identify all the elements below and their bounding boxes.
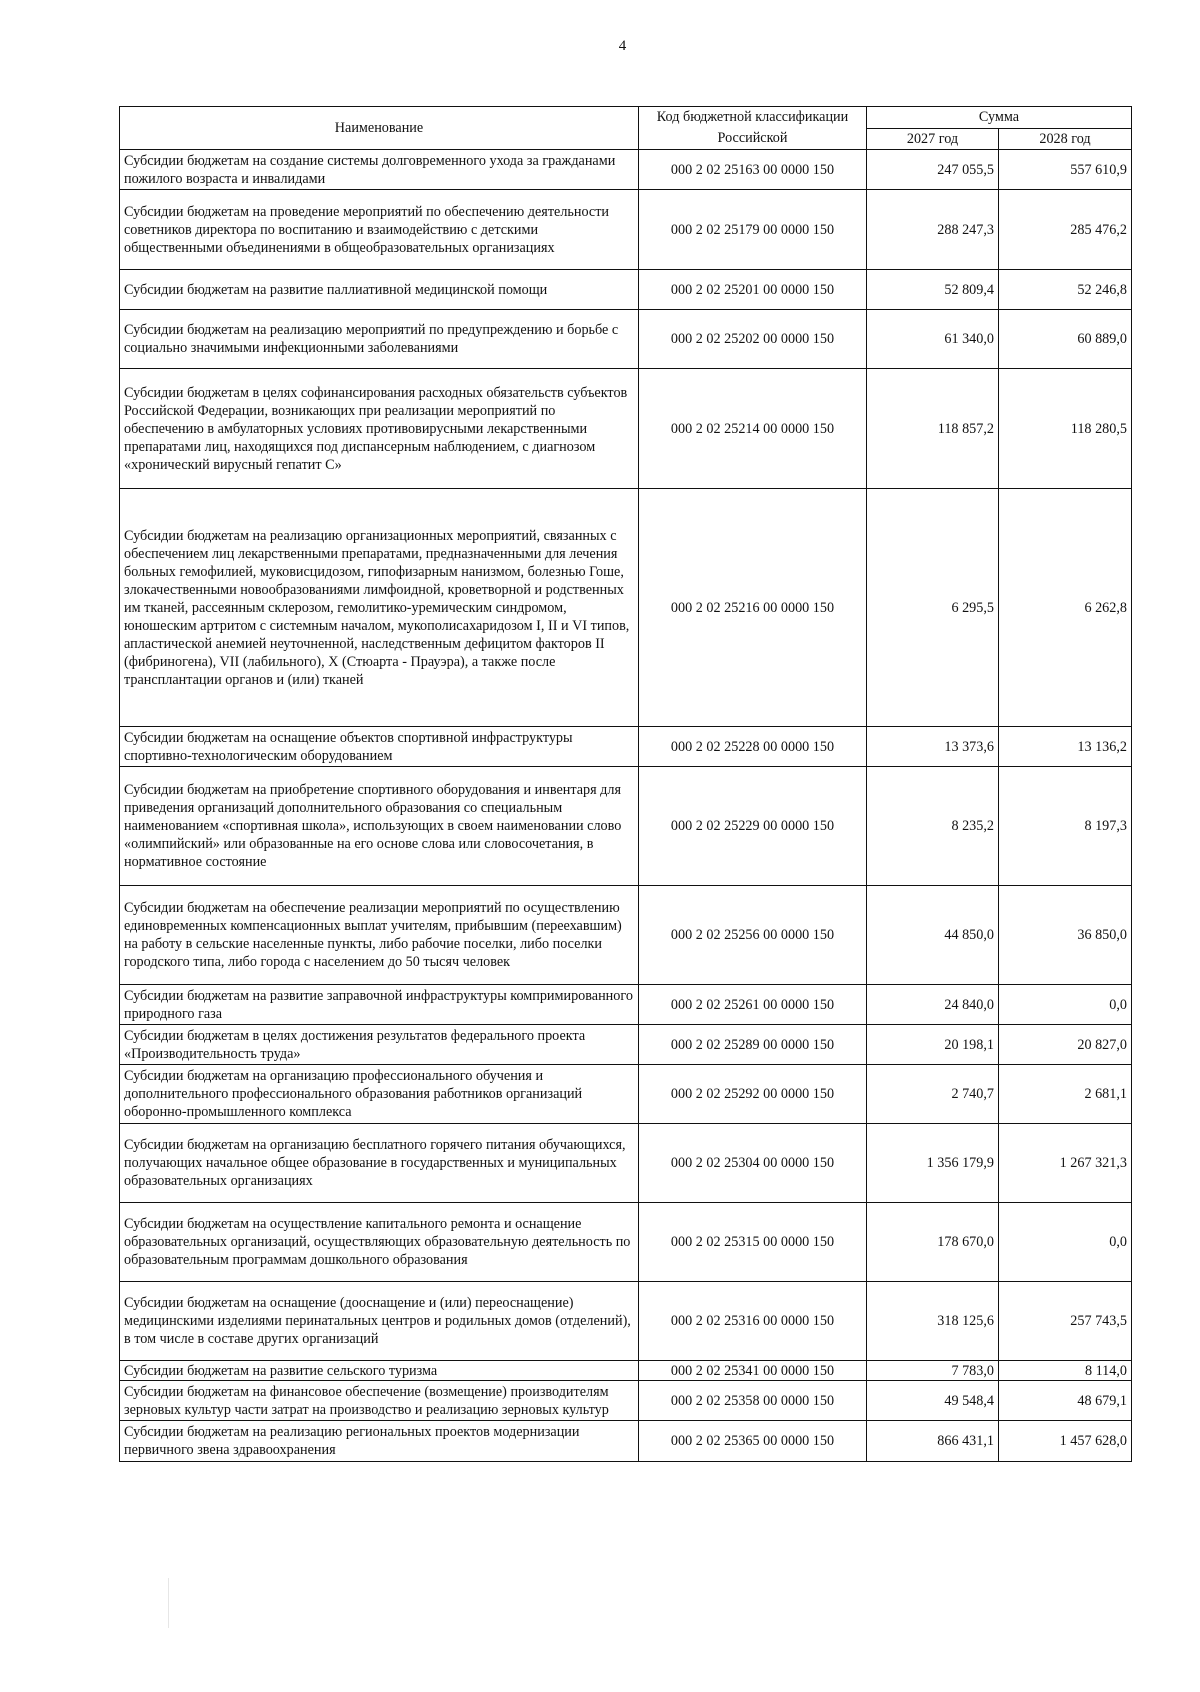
table-row [120,1124,1132,1203]
row-code: 000 2 02 25201 00 0000 150 [639,270,867,310]
table-row [120,1065,1132,1124]
row-amount-2028: 0,0 [999,1203,1132,1282]
row-code: 000 2 02 25229 00 0000 150 [639,767,867,886]
row-code: 000 2 02 25292 00 0000 150 [639,1065,867,1124]
row-name: Субсидии бюджетам на оснащение объектов спортивной инфраструктуры спортивно-технологическим оборудованием [120,727,639,767]
row-code: 000 2 02 25358 00 0000 150 [639,1381,867,1421]
row-amount-2027: 1 356 179,9 [867,1124,999,1203]
row-code: 000 2 02 25316 00 0000 150 [639,1282,867,1361]
row-name: Субсидии бюджетам на проведение мероприятий по обеспечению деятельности советников директора по воспитанию и взаимодействию с детскими общественными объединениями в общеобразовательных организациях [120,190,639,270]
row-amount-2028: 8 114,0 [999,1361,1132,1381]
row-name: Субсидии бюджетам на организацию профессионального обучения и дополнительного профессионального образования работников организаций оборонно-промышленного комплекса [120,1065,639,1124]
row-amount-2028: 13 136,2 [999,727,1132,767]
row-name: Субсидии бюджетам на реализацию организационных мероприятий, связанных с обеспечением лиц лекарственными препаратами, предназначенными для лечения больных гемофилией, муковисцидозом, гипофизарным нанизмом, болезнью Гоше, злокачественными новообразованиями лимфоидной, кроветворной и родственных им тканей, рассеянным склерозом, гемолитико-уремическим синдромом, юношеским артритом с системным началом, мукополисахаридозом I, II и VI типов, апластической анемией неуточненной, наследственным дефицитом факторов II (фибриногена), VII (лабильного), X (Стюарта - Прауэра), а также после трансплантации органов и (или) тканей [120,489,639,727]
row-amount-2027: 7 783,0 [867,1361,999,1381]
row-name: Субсидии бюджетам в целях софинансирования расходных обязательств субъектов Российской Федерации, возникающих при реализации мероприятий по обеспечению в амбулаторных условиях противовирусными лекарственными препаратами лиц, находящихся под диспансерным наблюдением, с диагнозом «хронический вирусный гепатит С» [120,369,639,489]
row-amount-2028: 52 246,8 [999,270,1132,310]
table-row [120,985,1132,1025]
row-code: 000 2 02 25261 00 0000 150 [639,985,867,1025]
row-name: Субсидии бюджетам на приобретение спортивного оборудования и инвентаря для приведения организаций дополнительного образования со специальным наименованием «спортивная школа», использующих в своем наименовании слово «олимпийский» или образованные на его основе слова или словосочетания, в нормативное состояние [120,767,639,886]
row-amount-2028: 0,0 [999,985,1132,1025]
row-amount-2027: 13 373,6 [867,727,999,767]
scan-artifact [168,1578,169,1628]
header-code: Код бюджетной классификации Российской [639,107,867,150]
table-row [120,1421,1132,1462]
header-year-2028: 2028 год [999,128,1132,150]
page-number: 4 [618,38,627,54]
table-row [120,310,1132,369]
row-amount-2027: 20 198,1 [867,1025,999,1065]
table-row [120,1361,1132,1381]
table-row [120,1203,1132,1282]
row-amount-2027: 318 125,6 [867,1282,999,1361]
row-amount-2028: 1 457 628,0 [999,1421,1132,1462]
table-header [120,107,1132,150]
row-code: 000 2 02 25216 00 0000 150 [639,489,867,727]
row-code: 000 2 02 25214 00 0000 150 [639,369,867,489]
row-amount-2027: 61 340,0 [867,310,999,369]
row-code: 000 2 02 25163 00 0000 150 [639,150,867,190]
table-row [120,150,1132,190]
row-amount-2027: 2 740,7 [867,1065,999,1124]
row-amount-2028: 1 267 321,3 [999,1124,1132,1203]
row-amount-2028: 20 827,0 [999,1025,1132,1065]
row-code: 000 2 02 25289 00 0000 150 [639,1025,867,1065]
row-code: 000 2 02 25202 00 0000 150 [639,310,867,369]
table-row [120,270,1132,310]
budget-table [119,106,1132,1462]
row-name: Субсидии бюджетам в целях достижения результатов федерального проекта «Производительность труда» [120,1025,639,1065]
table-row [120,886,1132,985]
row-code: 000 2 02 25365 00 0000 150 [639,1421,867,1462]
row-amount-2027: 49 548,4 [867,1381,999,1421]
row-amount-2028: 60 889,0 [999,310,1132,369]
table-row [120,190,1132,270]
row-amount-2028: 557 610,9 [999,150,1132,190]
row-name: Субсидии бюджетам на осуществление капитального ремонта и оснащение образовательных организаций, осуществляющих образовательную деятельность по образовательным программам дошкольного образования [120,1203,639,1282]
row-amount-2027: 44 850,0 [867,886,999,985]
row-code: 000 2 02 25304 00 0000 150 [639,1124,867,1203]
table-row [120,1025,1132,1065]
row-name: Субсидии бюджетам на обеспечение реализации мероприятий по осуществлению единовременных компенсационных выплат учителям, прибывшим (переехавшим) на работу в сельские населенные пункты, либо рабочие поселки, либо поселки городского типа, либо города с населением до 50 тысяч человек [120,886,639,985]
row-name: Субсидии бюджетам на реализацию мероприятий по предупреждению и борьбе с социально значимыми инфекционными заболеваниями [120,310,639,369]
row-amount-2027: 178 670,0 [867,1203,999,1282]
row-amount-2027: 24 840,0 [867,985,999,1025]
table-body [120,150,1132,1462]
table-row [120,489,1132,727]
header-year-2027: 2027 год [867,128,999,150]
row-code: 000 2 02 25341 00 0000 150 [639,1361,867,1381]
row-name: Субсидии бюджетам на развитие заправочной инфраструктуры компримированного природного газа [120,985,639,1025]
row-name: Субсидии бюджетам на создание системы долговременного ухода за гражданами пожилого возраста и инвалидами [120,150,639,190]
table-row [120,727,1132,767]
table-row [120,369,1132,489]
row-name: Субсидии бюджетам на оснащение (дооснащение и (или) переоснащение) медицинскими изделиями перинатальных центров и родильных домов (отделений), в том числе в составе других организаций [120,1282,639,1361]
row-amount-2028: 48 679,1 [999,1381,1132,1421]
row-name: Субсидии бюджетам на реализацию региональных проектов модернизации первичного звена здравоохранения [120,1421,639,1462]
row-amount-2028: 8 197,3 [999,767,1132,886]
row-amount-2027: 247 055,5 [867,150,999,190]
row-amount-2027: 6 295,5 [867,489,999,727]
row-code: 000 2 02 25179 00 0000 150 [639,190,867,270]
row-name: Субсидии бюджетам на развитие сельского туризма [120,1361,639,1381]
row-name: Субсидии бюджетам на организацию бесплатного горячего питания обучающихся, получающих начальное общее образование в государственных и муниципальных образовательных организациях [120,1124,639,1203]
row-code: 000 2 02 25315 00 0000 150 [639,1203,867,1282]
header-name: Наименование [120,107,639,150]
row-name: Субсидии бюджетам на развитие паллиативной медицинской помощи [120,270,639,310]
row-amount-2028: 36 850,0 [999,886,1132,985]
row-amount-2028: 2 681,1 [999,1065,1132,1124]
row-amount-2028: 6 262,8 [999,489,1132,727]
row-amount-2028: 118 280,5 [999,369,1132,489]
row-amount-2028: 285 476,2 [999,190,1132,270]
row-amount-2027: 866 431,1 [867,1421,999,1462]
row-code: 000 2 02 25256 00 0000 150 [639,886,867,985]
table-row [120,767,1132,886]
row-name: Субсидии бюджетам на финансовое обеспечение (возмещение) производителям зерновых культур части затрат на производство и реализацию зерновых культур [120,1381,639,1421]
row-amount-2027: 118 857,2 [867,369,999,489]
header-sum: Сумма [867,107,1132,129]
row-amount-2027: 288 247,3 [867,190,999,270]
table-row [120,1282,1132,1361]
table-row [120,1381,1132,1421]
row-amount-2027: 52 809,4 [867,270,999,310]
row-code: 000 2 02 25228 00 0000 150 [639,727,867,767]
row-amount-2027: 8 235,2 [867,767,999,886]
row-amount-2028: 257 743,5 [999,1282,1132,1361]
